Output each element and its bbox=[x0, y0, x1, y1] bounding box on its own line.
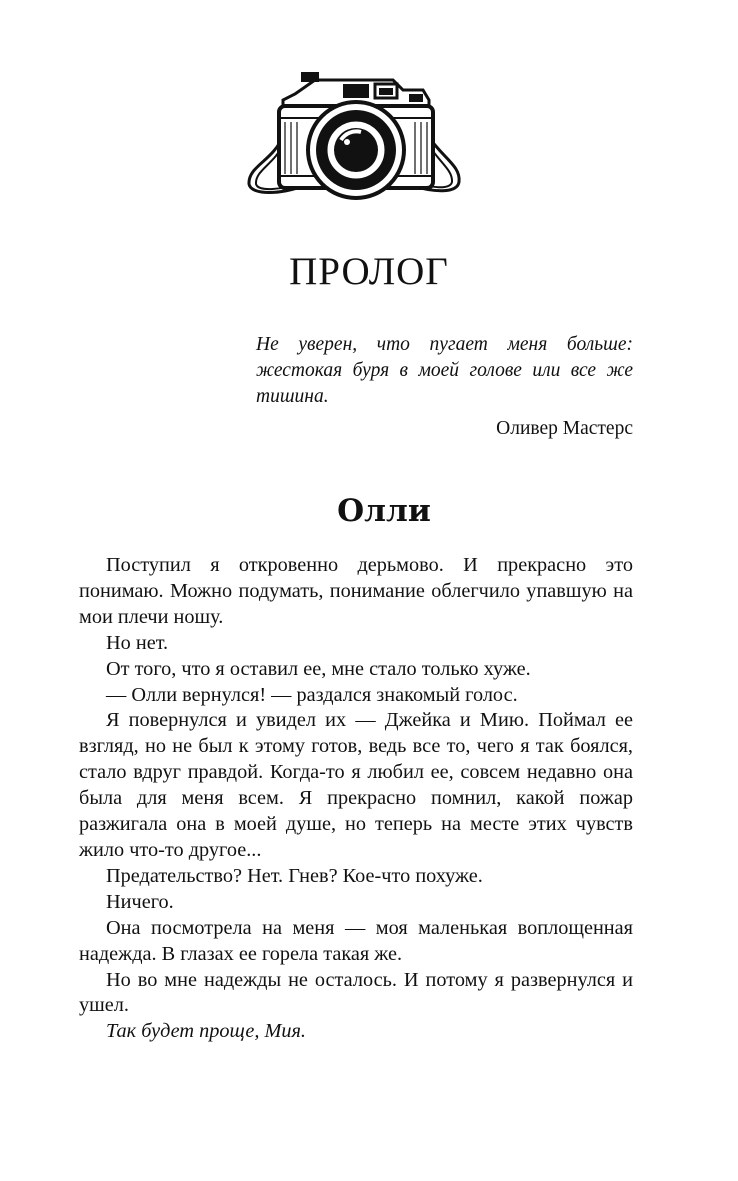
paragraph: Ничего. bbox=[106, 890, 174, 913]
paragraph: Предательство? Нет. Гнев? Кое-что похуже. bbox=[106, 864, 483, 887]
paragraph: Так будет проще, Мия. bbox=[106, 1020, 306, 1043]
chapter-title: ПРОЛОГ bbox=[289, 250, 449, 293]
paragraph: Она посмотрела на меня — моя маленькая воплощенная надежда. В глазах ее горела такая же. bbox=[79, 916, 633, 965]
epigraph-author: Оливер Мастерс bbox=[496, 418, 633, 439]
section-title: Олли bbox=[337, 493, 431, 529]
camera-icon bbox=[243, 66, 465, 206]
epigraph-text: Не уверен, что пугает меня больше: жестокая буря в моей голове или все же тишина. bbox=[256, 334, 633, 407]
paragraph: — Олли вернулся! — раздался знакомый голос. bbox=[106, 683, 518, 706]
paragraph: Но нет. bbox=[106, 631, 169, 654]
body-text bbox=[79, 553, 633, 1045]
paragraph: Но во мне надежды не осталось. И потому я развернулся и ушел. bbox=[79, 968, 633, 1017]
paragraph: Поступил я откровенно дерьмово. И прекрасно это понимаю. Можно подумать, понимание облегчило упавшую на мои плечи ношу. bbox=[79, 554, 633, 628]
paragraph: От того, что я оставил ее, мне стало только хуже. bbox=[106, 657, 531, 680]
paragraph: Я повернулся и увидел их — Джейка и Мию. Поймал ее взгляд, но не был к этому готов, ведь все то, чего я так боялся, стало вдруг правдой. Когда-то я любил ее, совсем недавно она была для меня всем. Я прекрасно помнил, какой пожар разжигала она в моей душе, но теперь на месте этих чувств жило что-то другое... bbox=[79, 709, 633, 861]
